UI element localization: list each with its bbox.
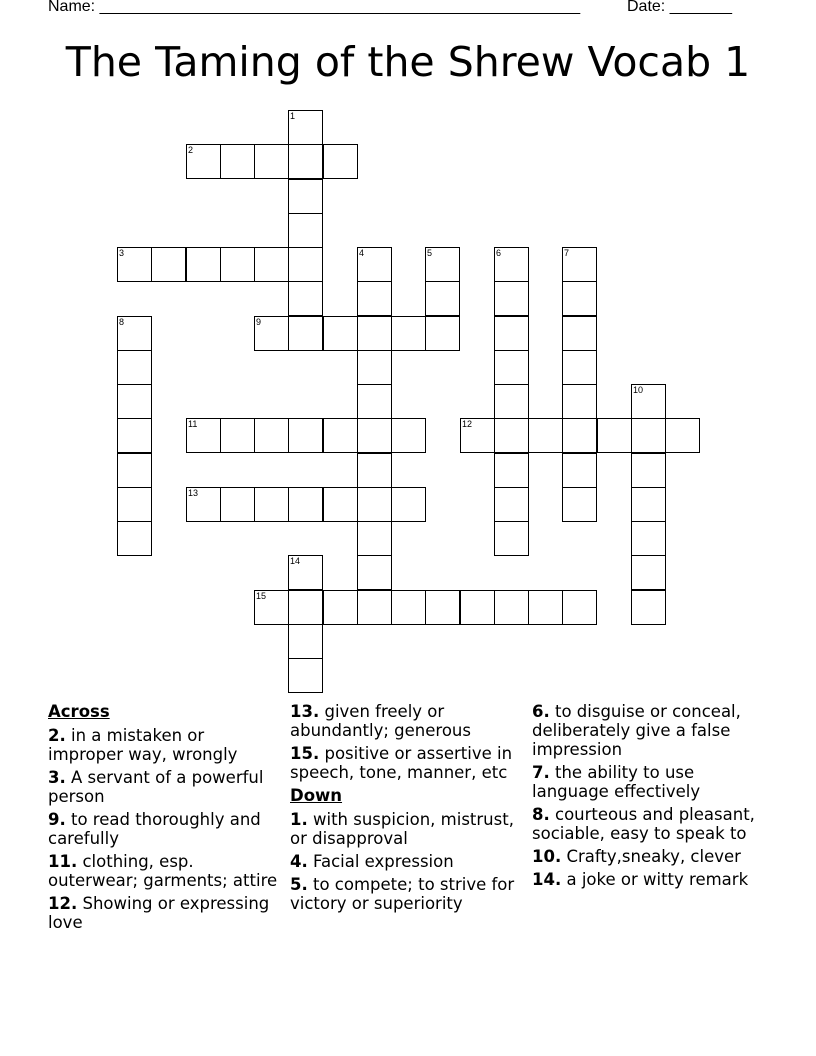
crossword-cell[interactable] — [254, 487, 289, 522]
crossword-cell[interactable] — [357, 281, 392, 316]
crossword-cell[interactable] — [562, 384, 597, 419]
cell-number: 9 — [256, 317, 262, 327]
clue-number: 11. — [48, 852, 78, 871]
crossword-cell[interactable] — [562, 350, 597, 385]
cell-number: 12 — [462, 419, 473, 429]
crossword-cell[interactable] — [117, 487, 152, 522]
crossword-cell[interactable] — [425, 590, 460, 625]
clue-number: 6. — [532, 702, 550, 721]
crossword-cell[interactable] — [288, 555, 323, 590]
across-heading: Across — [48, 702, 110, 721]
clue-text: Facial expression — [313, 852, 454, 871]
crossword-cell[interactable] — [494, 350, 529, 385]
crossword-cell[interactable] — [117, 453, 152, 488]
clue-down-1 — [290, 810, 522, 848]
clue-across-12 — [48, 894, 280, 932]
clue-text: the ability to use language effectively — [532, 763, 701, 801]
crossword-cell[interactable] — [288, 316, 323, 351]
crossword-cell[interactable] — [288, 487, 323, 522]
clue-down-14 — [532, 870, 764, 889]
clue-number: 9. — [48, 810, 66, 829]
crossword-cell[interactable] — [357, 487, 392, 522]
clue-number: 4. — [290, 852, 308, 871]
crossword-cell[interactable] — [631, 521, 666, 556]
crossword-cell[interactable] — [494, 247, 529, 282]
down-heading: Down — [290, 786, 343, 805]
crossword-cell[interactable] — [288, 418, 323, 453]
cell-number: 7 — [564, 248, 570, 258]
clue-text: to disguise or conceal, deliberately give a false impression — [532, 702, 741, 759]
crossword-cell[interactable] — [528, 590, 563, 625]
clue-text: a joke or witty remark — [566, 870, 749, 889]
crossword-cell[interactable] — [117, 316, 152, 351]
clue-text: positive or assertive in speech, tone, manner, etc — [290, 744, 513, 782]
clue-text: A servant of a powerful person — [48, 768, 264, 806]
clue-text: courteous and pleasant, sociable, easy to speak to — [532, 805, 755, 843]
clue-across-3 — [48, 768, 280, 806]
clue-across-9 — [48, 810, 280, 848]
crossword-cell[interactable] — [631, 418, 666, 453]
cell-number: 5 — [427, 248, 433, 258]
crossword-cell[interactable] — [117, 384, 152, 419]
crossword-cell[interactable] — [391, 487, 426, 522]
crossword-cell[interactable] — [186, 247, 221, 282]
crossword-cell[interactable] — [562, 487, 597, 522]
clue-number: 5. — [290, 875, 308, 894]
clue-text: with suspicion, mistrust, or disapproval — [290, 810, 514, 848]
crossword-cell[interactable] — [357, 418, 392, 453]
cell-number: 15 — [256, 591, 267, 601]
crossword-cell[interactable] — [425, 247, 460, 282]
crossword-cell[interactable] — [117, 418, 152, 453]
crossword-cell[interactable] — [460, 590, 495, 625]
crossword-cell[interactable] — [357, 555, 392, 590]
crossword-cell[interactable] — [425, 316, 460, 351]
clue-down-4 — [290, 852, 522, 871]
crossword-cell[interactable] — [186, 144, 221, 179]
crossword-cell[interactable] — [288, 281, 323, 316]
cell-number: 11 — [188, 419, 198, 429]
crossword-cell[interactable] — [597, 418, 632, 453]
clue-column-3 — [532, 702, 764, 893]
crossword-cell[interactable] — [631, 453, 666, 488]
crossword-cell[interactable] — [494, 487, 529, 522]
clue-number: 12. — [48, 894, 78, 913]
crossword-cell[interactable] — [254, 144, 289, 179]
clue-text: clothing, esp. outerwear; garments; attire — [48, 852, 278, 890]
crossword-cell[interactable] — [288, 213, 323, 248]
clue-down-5 — [290, 875, 522, 913]
clue-across-2 — [48, 726, 280, 764]
crossword-cell[interactable] — [425, 281, 460, 316]
crossword-cell[interactable] — [562, 281, 597, 316]
crossword-cell[interactable] — [151, 247, 186, 282]
crossword-cell[interactable] — [391, 316, 426, 351]
crossword-cell[interactable] — [460, 418, 495, 453]
clue-text: Crafty,sneaky, clever — [566, 847, 741, 866]
clue-text: given freely or abundantly; generous — [290, 702, 471, 740]
cell-number: 3 — [119, 248, 125, 258]
crossword-cell[interactable] — [357, 590, 392, 625]
crossword-cell[interactable] — [357, 384, 392, 419]
crossword-cell[interactable] — [357, 350, 392, 385]
clue-number: 1. — [290, 810, 308, 829]
clue-down-7 — [532, 763, 764, 801]
cell-number: 14 — [290, 556, 301, 566]
crossword-cell[interactable] — [631, 487, 666, 522]
crossword-cell[interactable] — [494, 418, 529, 453]
crossword-cell[interactable] — [357, 316, 392, 351]
clue-across-11 — [48, 852, 280, 890]
crossword-cell[interactable] — [528, 418, 563, 453]
crossword-cell[interactable] — [254, 418, 289, 453]
clue-across-15 — [290, 744, 522, 782]
crossword-cell[interactable] — [631, 384, 666, 419]
clue-down-8 — [532, 805, 764, 843]
date-field-label: Date: _______ — [627, 0, 732, 15]
crossword-cell[interactable] — [391, 418, 426, 453]
cell-number: 8 — [119, 317, 125, 327]
crossword-cell[interactable] — [288, 658, 323, 693]
page-title: The Taming of the Shrew Vocab 1 — [65, 38, 751, 86]
clue-number: 10. — [532, 847, 562, 866]
crossword-cell[interactable] — [288, 247, 323, 282]
cell-number: 6 — [496, 248, 502, 258]
crossword-cell[interactable] — [357, 247, 392, 282]
crossword-cell[interactable] — [323, 590, 358, 625]
cell-number: 2 — [188, 145, 194, 155]
name-field-label: Name: ______________________________________________________ — [48, 0, 581, 15]
crossword-cell[interactable] — [288, 110, 323, 145]
crossword-cell[interactable] — [117, 247, 152, 282]
clue-number: 13. — [290, 702, 320, 721]
clue-number: 7. — [532, 763, 550, 782]
crossword-cell[interactable] — [220, 144, 255, 179]
clue-number: 2. — [48, 726, 66, 745]
crossword-cell[interactable] — [562, 453, 597, 488]
clue-down-6 — [532, 702, 764, 759]
crossword-cell[interactable] — [254, 316, 289, 351]
clue-column-1 — [48, 702, 280, 936]
clue-down-10 — [532, 847, 764, 866]
clue-number: 14. — [532, 870, 562, 889]
crossword-cell[interactable] — [494, 590, 529, 625]
crossword-cell[interactable] — [288, 624, 323, 659]
crossword-cell[interactable] — [117, 350, 152, 385]
crossword-cell[interactable] — [117, 521, 152, 556]
cell-number: 13 — [188, 488, 199, 498]
crossword-cell[interactable] — [494, 521, 529, 556]
crossword-cell[interactable] — [494, 281, 529, 316]
clue-number: 15. — [290, 744, 320, 763]
crossword-cell[interactable] — [494, 384, 529, 419]
crossword-cell[interactable] — [323, 487, 358, 522]
crossword-cell[interactable] — [186, 487, 221, 522]
crossword-cell[interactable] — [288, 179, 323, 214]
crossword-cell[interactable] — [220, 247, 255, 282]
crossword-cell[interactable] — [288, 144, 323, 179]
cell-number: 1 — [290, 111, 296, 121]
crossword-cell[interactable] — [494, 316, 529, 351]
crossword-cell[interactable] — [186, 418, 221, 453]
cell-number: 10 — [633, 385, 644, 395]
crossword-cell[interactable] — [254, 590, 289, 625]
cell-number: 4 — [359, 248, 365, 258]
clue-number: 8. — [532, 805, 550, 824]
crossword-cell[interactable] — [357, 453, 392, 488]
crossword-cell[interactable] — [323, 144, 358, 179]
clue-text: to compete; to strive for victory or superiority — [290, 875, 515, 913]
clue-text: Showing or expressing love — [48, 894, 270, 932]
crossword-cell[interactable] — [254, 247, 289, 282]
crossword-cell[interactable] — [220, 487, 255, 522]
crossword-cell[interactable] — [288, 590, 323, 625]
crossword-cell[interactable] — [562, 590, 597, 625]
crossword-cell[interactable] — [562, 316, 597, 351]
crossword-cell[interactable] — [631, 590, 666, 625]
crossword-cell[interactable] — [562, 418, 597, 453]
crossword-cell[interactable] — [665, 418, 700, 453]
clue-text: in a mistaken or improper way, wrongly — [48, 726, 238, 764]
clue-number: 3. — [48, 768, 66, 787]
clue-column-2 — [290, 702, 522, 917]
clue-across-13 — [290, 702, 522, 740]
crossword-cell[interactable] — [357, 521, 392, 556]
crossword-cell[interactable] — [323, 418, 358, 453]
crossword-cell[interactable] — [631, 555, 666, 590]
crossword-cell[interactable] — [391, 590, 426, 625]
crossword-cell[interactable] — [494, 453, 529, 488]
crossword-cell[interactable] — [562, 247, 597, 282]
crossword-cell[interactable] — [323, 316, 358, 351]
clue-text: to read thoroughly and carefully — [48, 810, 261, 848]
crossword-cell[interactable] — [220, 418, 255, 453]
